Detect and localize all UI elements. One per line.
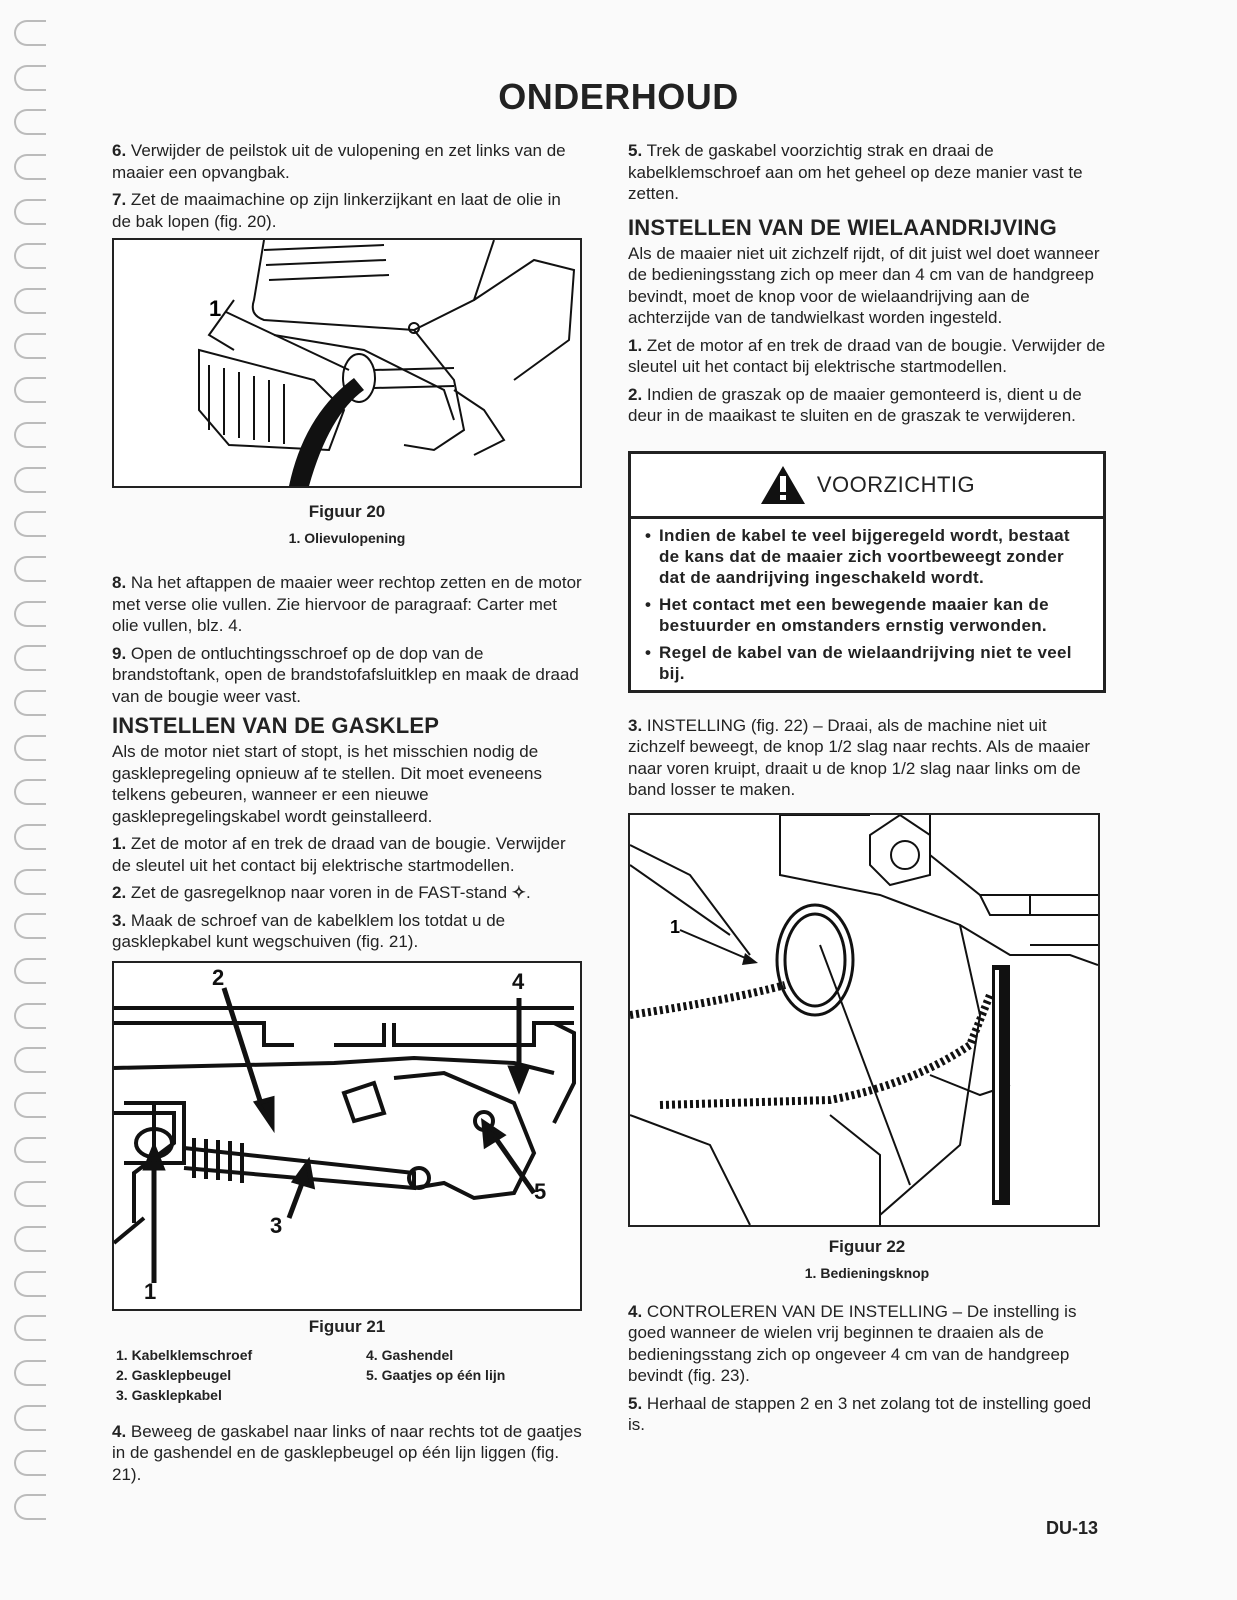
fig21-callout-5: 5 xyxy=(534,1178,547,1204)
wiel-step-4: 4. CONTROLEREN VAN DE INSTELLING – De instelling is goed wanneer de wielen vrij beginnen te draaien als de bedieningsstang zich op ongeveer 4 cm van de handgreep bevindt (fig. 23). xyxy=(628,1301,1077,1385)
gas-step-2: 2. Zet de gasregelknop naar voren in de FAST-stand ✧. xyxy=(112,883,531,902)
wiel-intro: Als de maaier niet uit zichzelf rijdt, of dit juist wel doet wanneer de bedieningsstang zich op meer dan 4 cm van de handgreep bevindt, moet de knop voor de wielaandrijving aan de achterzijde van de tandwielkast worden ingesteld. xyxy=(628,243,1100,327)
legend-item xyxy=(366,1385,586,1405)
legend-item: 3. Gasklepkabel xyxy=(116,1386,222,1403)
figure-20-image xyxy=(112,238,582,488)
warning-item: • Het contact met een bewegende maaier kan de bestuurder en omstanders ernstig verwonden. xyxy=(641,594,1093,636)
gas-step-4: 4. Beweeg de gaskabel naar links of naar rechts tot de gaatjes in de gashendel en de gasklepbeugel op één lijn liggen (fig. 21). xyxy=(112,1421,582,1484)
warning-title: VOORZICHTIG xyxy=(816,471,976,497)
legend-item: 4. Gashendel xyxy=(366,1346,454,1363)
step-6: 6. Verwijder de peilstok uit de vulopening en zet links van de maaier een opvangbak. xyxy=(112,141,566,182)
figure-22-caption: Figuur 22 xyxy=(828,1236,906,1256)
figure-22-image xyxy=(628,813,1100,1227)
heading-gasklep: INSTELLEN VAN DE GASKLEP xyxy=(112,713,440,738)
wiel-step-5: 5. Herhaal de stappen 2 en 3 net zolang tot de instelling goed is. xyxy=(628,1393,1092,1434)
fig21-callout-4: 4 xyxy=(512,968,525,994)
legend-item: 5. Gaatjes op één lijn xyxy=(366,1366,506,1383)
figure-21-legend xyxy=(116,1345,582,1405)
figure-21-image xyxy=(112,961,582,1311)
fig21-callout-1: 1 xyxy=(144,1278,157,1304)
figure-20-caption: Figuur 20 xyxy=(308,502,386,521)
step-7: 7. Zet de maaimachine op zijn linkerzijkant en laat de olie in de bak lopen (fig. 20). xyxy=(112,190,561,231)
warning-triangle-icon xyxy=(759,464,807,506)
warning-header xyxy=(631,454,1103,519)
step-8: 8. Na het aftappen de maaier weer rechtop zetten en de motor met verse olie vullen. Zie hiervoor de paragraaf: Carter met olie vullen, blz. 4. xyxy=(112,573,582,635)
step-9: 9. Open de ontluchtingsschroef op de dop van de brandstoftank, open de brandstofafsluitklep en maak de draad van de bougie weer vast. xyxy=(112,643,579,706)
fig22-callout-1: 1 xyxy=(670,916,681,937)
right-column xyxy=(628,140,1106,1442)
rabbit-fast-icon: ✧ xyxy=(511,883,527,902)
warning-list xyxy=(641,525,1093,684)
wiel-step-1: 1. Zet de motor af en trek de draad van de bougie. Verwijder de sleutel uit het contact bij elektrische startmodellen. xyxy=(628,335,1106,376)
gas-step-5: 5. Trek de gaskabel voorzichtig strak en draai de kabelklemschroef aan om het geheel op deze manier vast te zetten. xyxy=(628,141,1083,203)
page-number: DU-13 xyxy=(1046,1518,1099,1538)
figure-21-caption: Figuur 21 xyxy=(308,1316,386,1336)
gas-step-3: 3. Maak de schroef van de kabelklem los totdat u de gasklepkabel kunt wegschuiven (fig. 21). xyxy=(112,910,506,951)
figure-22-legend: 1. Bedieningsknop xyxy=(804,1264,930,1281)
page-title: ONDERHOUD xyxy=(498,76,739,117)
fig20-callout-1: 1 xyxy=(209,296,222,321)
gas-step-1: 1. Zet de motor af en trek de draad van de bougie. Verwijder de sleutel uit het contact bij elektrische startmodellen. xyxy=(112,834,566,875)
binding-holes xyxy=(14,20,54,1540)
legend-item: 2. Gasklepbeugel xyxy=(116,1366,232,1383)
legend-item: 1. Kabelklemschroef xyxy=(116,1346,253,1363)
warning-item: • Indien de kabel te veel bijgeregeld wordt, bestaat de kans dat de maaier zich voortbeweegt zonder dat de aandrijving ingeschakeld wordt. xyxy=(641,525,1093,588)
warning-item: • Regel de kabel van de wielaandrijving niet te veel bij. xyxy=(641,642,1093,684)
gasklep-intro: Als de motor niet start of stopt, is het misschien nodig de gasklepregeling opnieuw af te stellen. Dit moet eveneens telkens gebeuren, wanneer er een nieuwe gasklepregelingskabel wordt geinstalleerd. xyxy=(112,742,542,826)
left-column xyxy=(112,140,582,1491)
warning-box xyxy=(628,451,1106,693)
figure-20-legend: 1. Olievulopening xyxy=(288,530,406,546)
heading-wielaandrijving: INSTELLEN VAN DE WIELAANDRIJVING xyxy=(628,214,1057,240)
fig21-callout-3: 3 xyxy=(270,1212,283,1238)
wiel-step-2: 2. Indien de graszak op de maaier gemonteerd is, dient u de deur in de maaikast te sluiten en de graszak te verwijderen. xyxy=(628,384,1082,425)
wiel-step-3: 3. INSTELLING (fig. 22) – Draai, als de machine niet uit zichzelf beweegt, de knop 1/2 slag naar rechts. Als de maaier naar voren kruipt, draait u de knop 1/2 slag naar links om de band losser te maken. xyxy=(628,715,1091,799)
fig21-callout-2: 2 xyxy=(212,964,225,990)
